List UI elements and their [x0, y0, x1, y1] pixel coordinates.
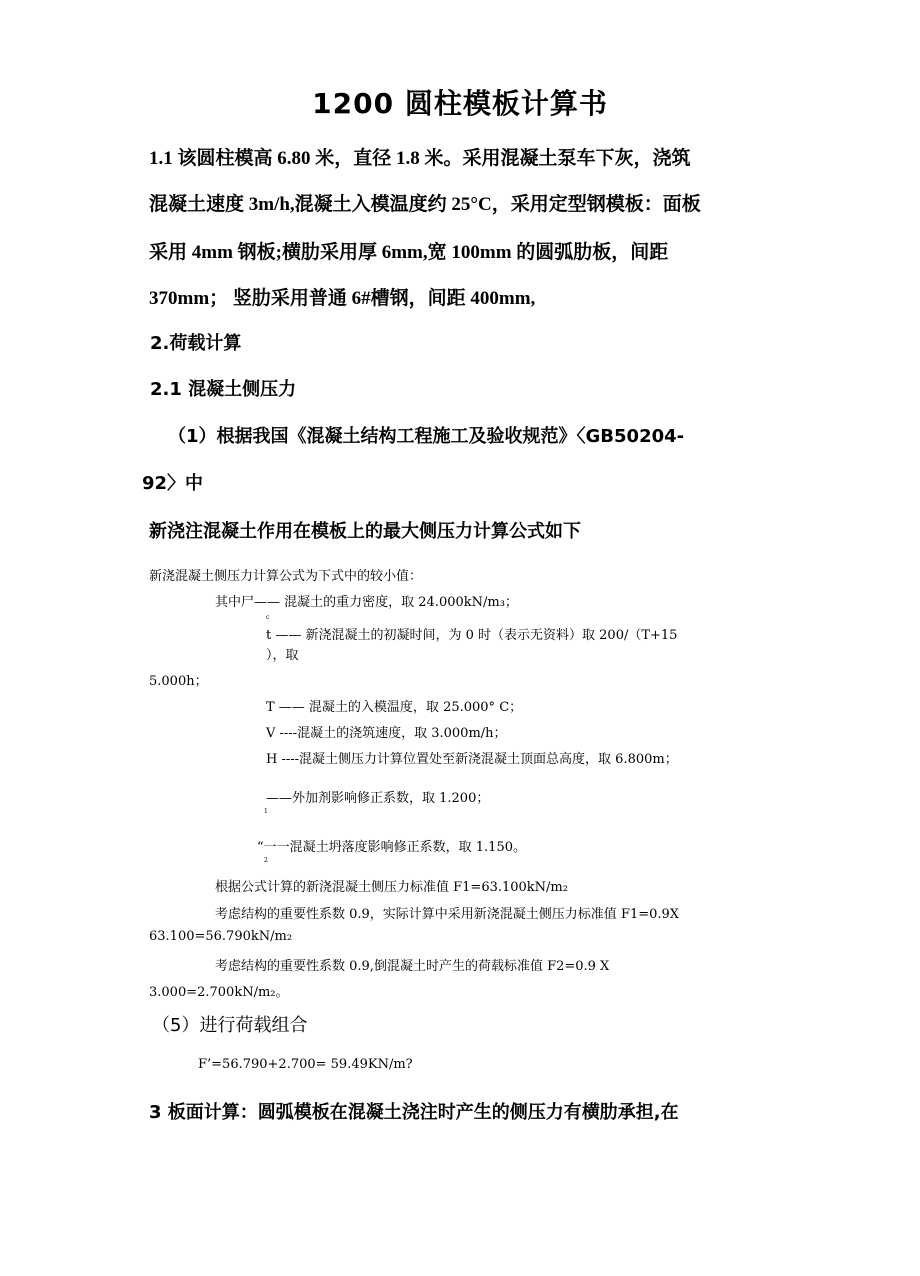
V-line: V ----混凝土的浇筑速度，取 3.000m/h；: [266, 726, 507, 741]
formula-heading: 新浇注混凝土作用在模板上的最大侧压力计算公式如下: [149, 521, 581, 542]
t-value: 5.000h；: [149, 674, 208, 689]
importance-1-line-1: 考虑结构的重要性系数 0.9，实际计算中采用新浇混凝土侧压力标准值 F1=0.9X: [215, 907, 680, 922]
importance-2-line-1: 考虑结构的重要性系数 0.9,倒混凝土时产生的荷载标准值 F2=0.9 X: [215, 959, 610, 974]
H-line: H ----混凝土侧压力计算位置处至新浇混凝土顶面总高度，取 6.800m；: [266, 752, 678, 767]
intro-line-2: 混凝土速度 3m/h,混凝土入模温度约 25°C，采用定型钢模板：面板: [149, 194, 701, 215]
beta1-line: ——外加剂影响修正系数，取 1.200；: [266, 791, 490, 806]
basis-line-2: 92〉中: [142, 473, 204, 494]
subscript-c: c: [266, 614, 270, 621]
f1-line: 根据公式计算的新浇混凝土侧压力标准值 F1=63.100kN/m₂: [215, 880, 568, 895]
t-line-2: ），取: [266, 648, 299, 663]
section-load-heading: 2.荷载计算: [150, 333, 242, 354]
combo-heading: （5）进行荷载组合: [152, 1015, 308, 1036]
section-pressure-heading: 2.1 混凝土侧压力: [150, 379, 297, 400]
panel-calc-heading: 3 板面计算：圆弧模板在混凝土浇注时产生的侧压力有横肋承担,在: [149, 1102, 679, 1123]
intro-line-1: 1.1 该圆柱模高 6.80 米，直径 1.8 米。采用混凝土泵车下灰，浇筑: [149, 148, 691, 169]
calc-intro: 新浇混凝土侧压力计算公式为下式中的较小值：: [149, 569, 423, 584]
document-title: 1200 圆柱模板计算书: [312, 87, 608, 120]
T-line: T —— 混凝土的入模温度，取 25.000° C；: [266, 700, 523, 715]
subscript-1: 1: [264, 808, 268, 815]
combo-formula: F’=56.790+2.700= 59.49KN/m?: [198, 1057, 413, 1072]
intro-line-3: 采用 4mm 钢板;横肋采用厚 6mm,宽 100mm 的圆弧肋板，间距: [149, 242, 669, 263]
intro-line-4: 370mm； 竖肋采用普通 6#槽钢，间距 400mm,: [149, 288, 536, 309]
beta2-line: “一一混凝土坍落度影响修正系数，取 1.150。: [257, 840, 526, 855]
importance-1-line-2: 63.100=56.790kN/m₂: [149, 929, 293, 944]
basis-line-1: （1）根据我国《混凝土结构工程施工及验收规范》〈GB50204-: [168, 426, 685, 447]
gamma-line: 其中尸—— 混凝土的重力密度，取 24.000kN/m₃；: [215, 595, 518, 610]
t-line-1: t —— 新浇混凝土的初凝时间，为 0 时（表示无资料）取 200/（T+15: [266, 628, 678, 643]
subscript-2: 2: [264, 857, 268, 864]
importance-2-line-2: 3.000=2.700kN/m₂。: [149, 985, 289, 1000]
